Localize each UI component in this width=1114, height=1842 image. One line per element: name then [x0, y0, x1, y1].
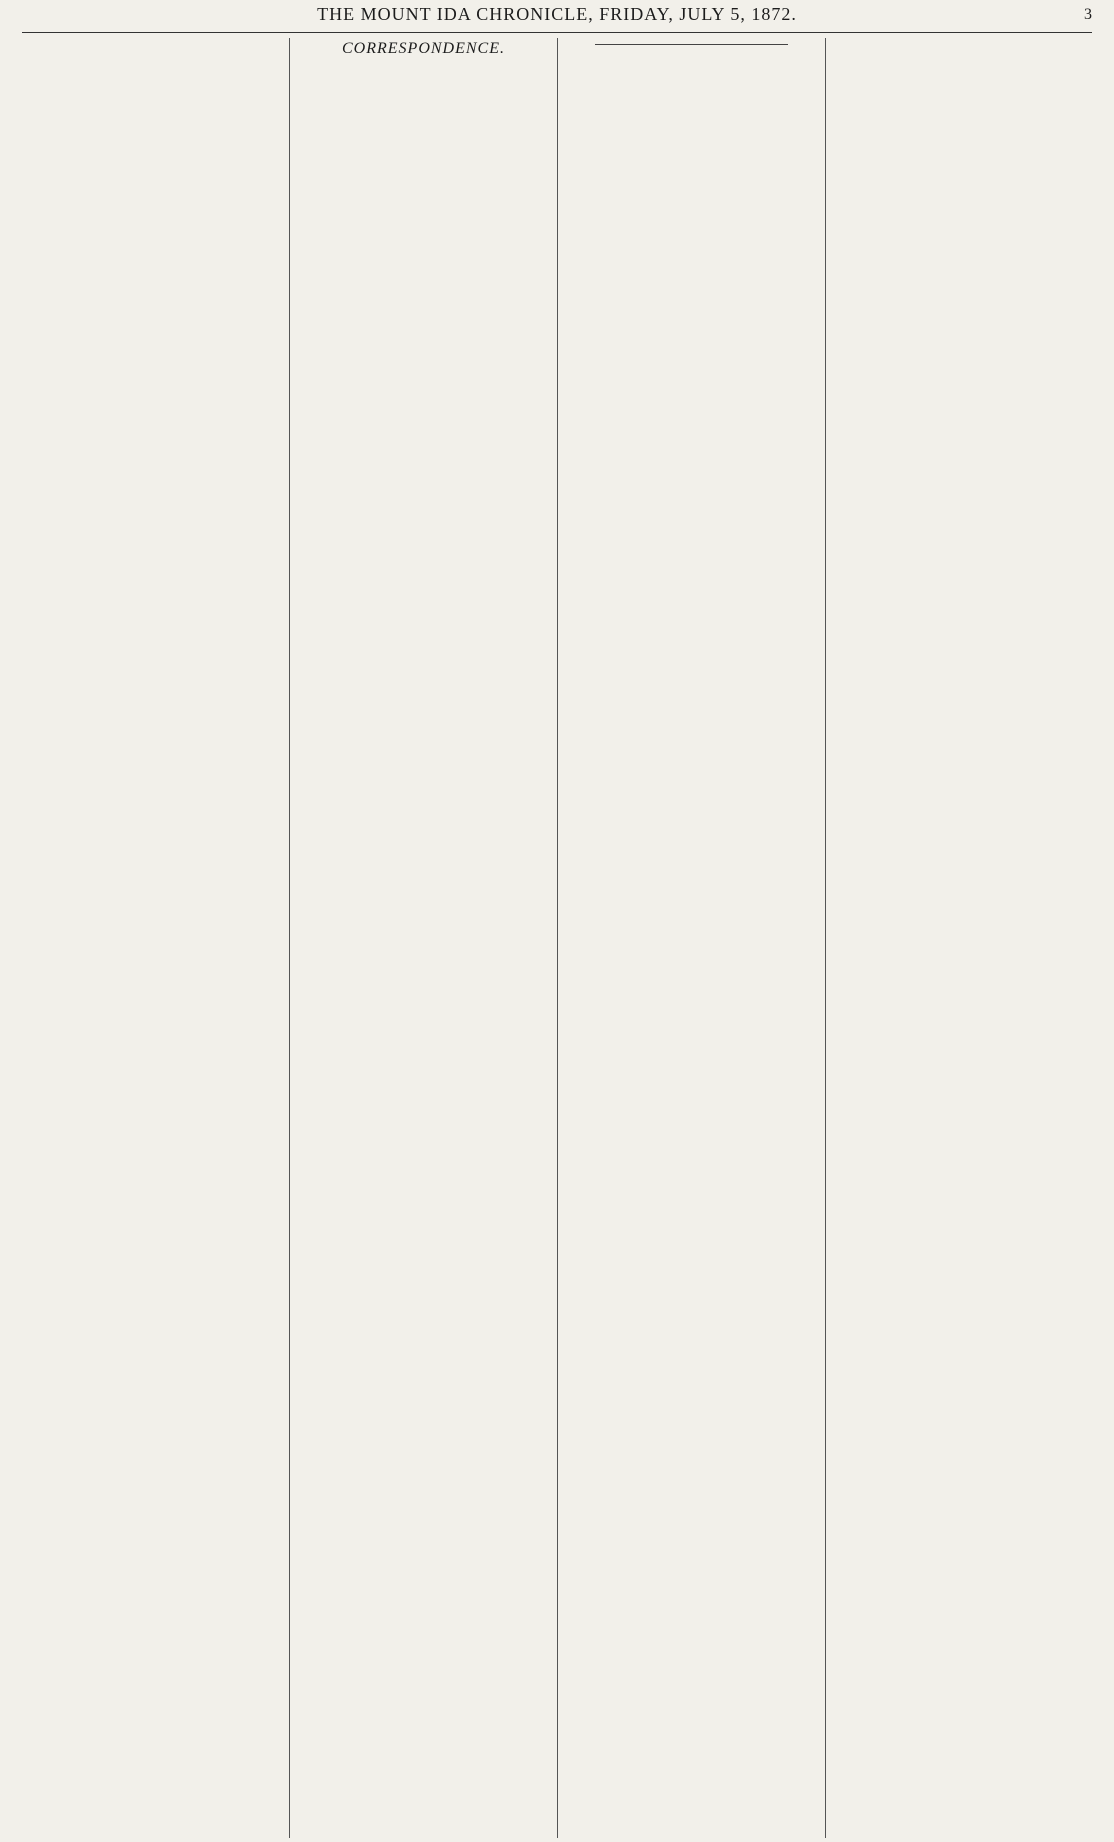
correspondence-heading: CORRESPONDENCE.: [342, 40, 505, 57]
page-number: 3: [1084, 6, 1092, 23]
column-2: [290, 38, 558, 1838]
divider: [595, 44, 788, 45]
masthead-title: THE MOUNT IDA CHRONICLE, FRIDAY, JULY 5, 1872.: [317, 4, 797, 24]
masthead-rule: [22, 32, 1092, 33]
column-4: [826, 38, 1094, 1838]
column-3: [558, 38, 826, 1838]
column-1: [22, 38, 290, 1838]
columns: [22, 38, 1094, 1838]
